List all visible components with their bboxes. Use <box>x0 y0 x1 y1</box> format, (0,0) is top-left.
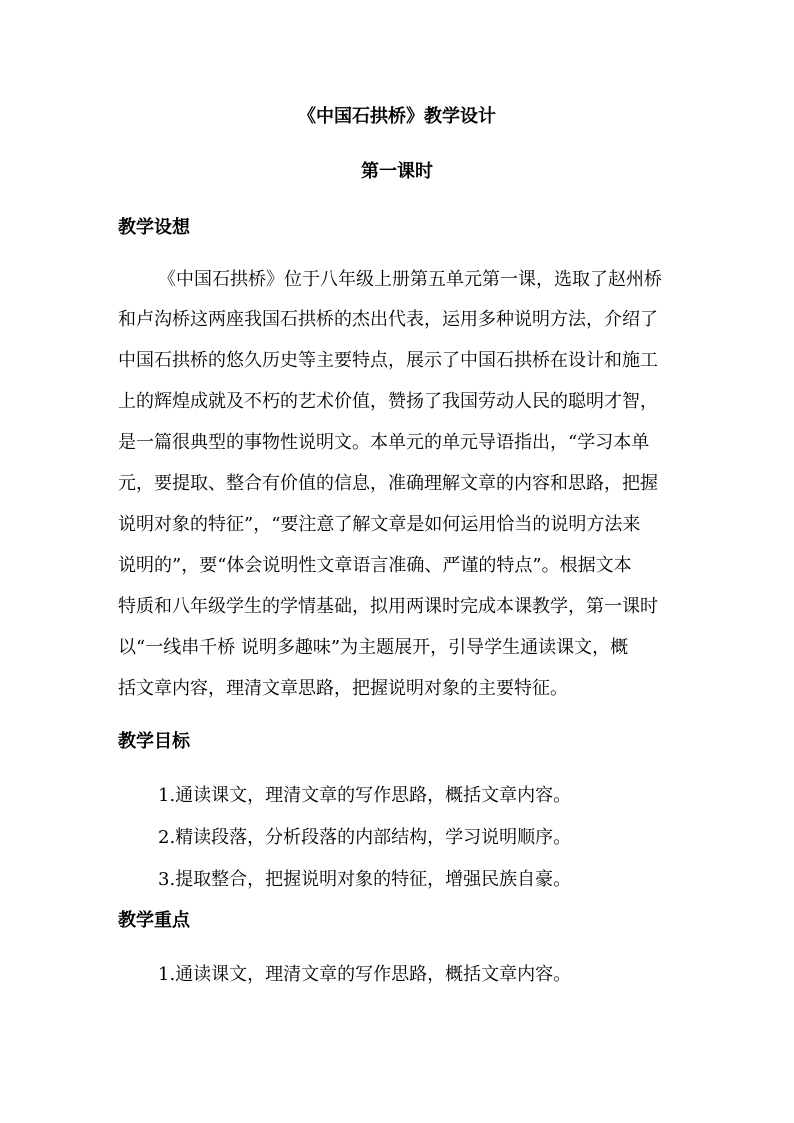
objective-item: 3.提取整合，把握说明对象的特征，增强民族自豪。 <box>158 869 572 890</box>
section-heading-concept: 教学设想 <box>118 217 190 238</box>
section-heading-key-points: 教学重点 <box>118 910 190 931</box>
lesson-subtitle: 第一课时 <box>361 161 433 182</box>
paragraph-line: 特质和八年级学生的学情基础，拟用两课时完成本课教学，第一课时 <box>118 596 658 617</box>
objective-item: 1.通读课文，理清文章的写作思路，概括文章内容。 <box>158 785 572 806</box>
document-title: 《中国石拱桥》教学设计 <box>298 106 496 127</box>
paragraph-line: 说明对象的特征”，“要注意了解文章是如何运用恰当的说明方法来 <box>118 514 641 535</box>
paragraph-line: 《中国石拱桥》位于八年级上册第五单元第一课，选取了赵州桥 <box>158 269 662 290</box>
paragraph-line: 以“一线串千桥 说明多趣味”为主题展开，引导学生通读课文，概 <box>118 637 629 658</box>
section-heading-objectives: 教学目标 <box>118 731 190 752</box>
paragraph-line: 元，要提取、整合有价值的信息，准确理解文章的内容和思路，把握 <box>118 473 658 494</box>
paragraph-line: 是一篇很典型的事物性说明文。本单元的单元导语指出，“学习本单 <box>118 432 650 453</box>
paragraph-line: 和卢沟桥这两座我国石拱桥的杰出代表，运用多种说明方法，介绍了 <box>118 309 658 330</box>
paragraph-line: 中国石拱桥的悠久历史等主要特点，展示了中国石拱桥在设计和施工 <box>118 350 658 371</box>
concept-paragraph <box>118 268 688 699</box>
paragraph-line: 说明的”，要“体会说明性文章语言准确、严谨的特点”。根据文本 <box>118 555 632 576</box>
objective-item: 2.精读段落，分析段落的内部结构，学习说明顺序。 <box>158 827 572 848</box>
paragraph-line: 上的辉煌成就及不朽的艺术价值，赞扬了我国劳动人民的聪明才智， <box>118 391 658 412</box>
paragraph-line: 括文章内容，理清文章思路，把握说明对象的主要特征。 <box>118 678 568 699</box>
key-point-item: 1.通读课文，理清文章的写作思路，概括文章内容。 <box>158 964 572 985</box>
